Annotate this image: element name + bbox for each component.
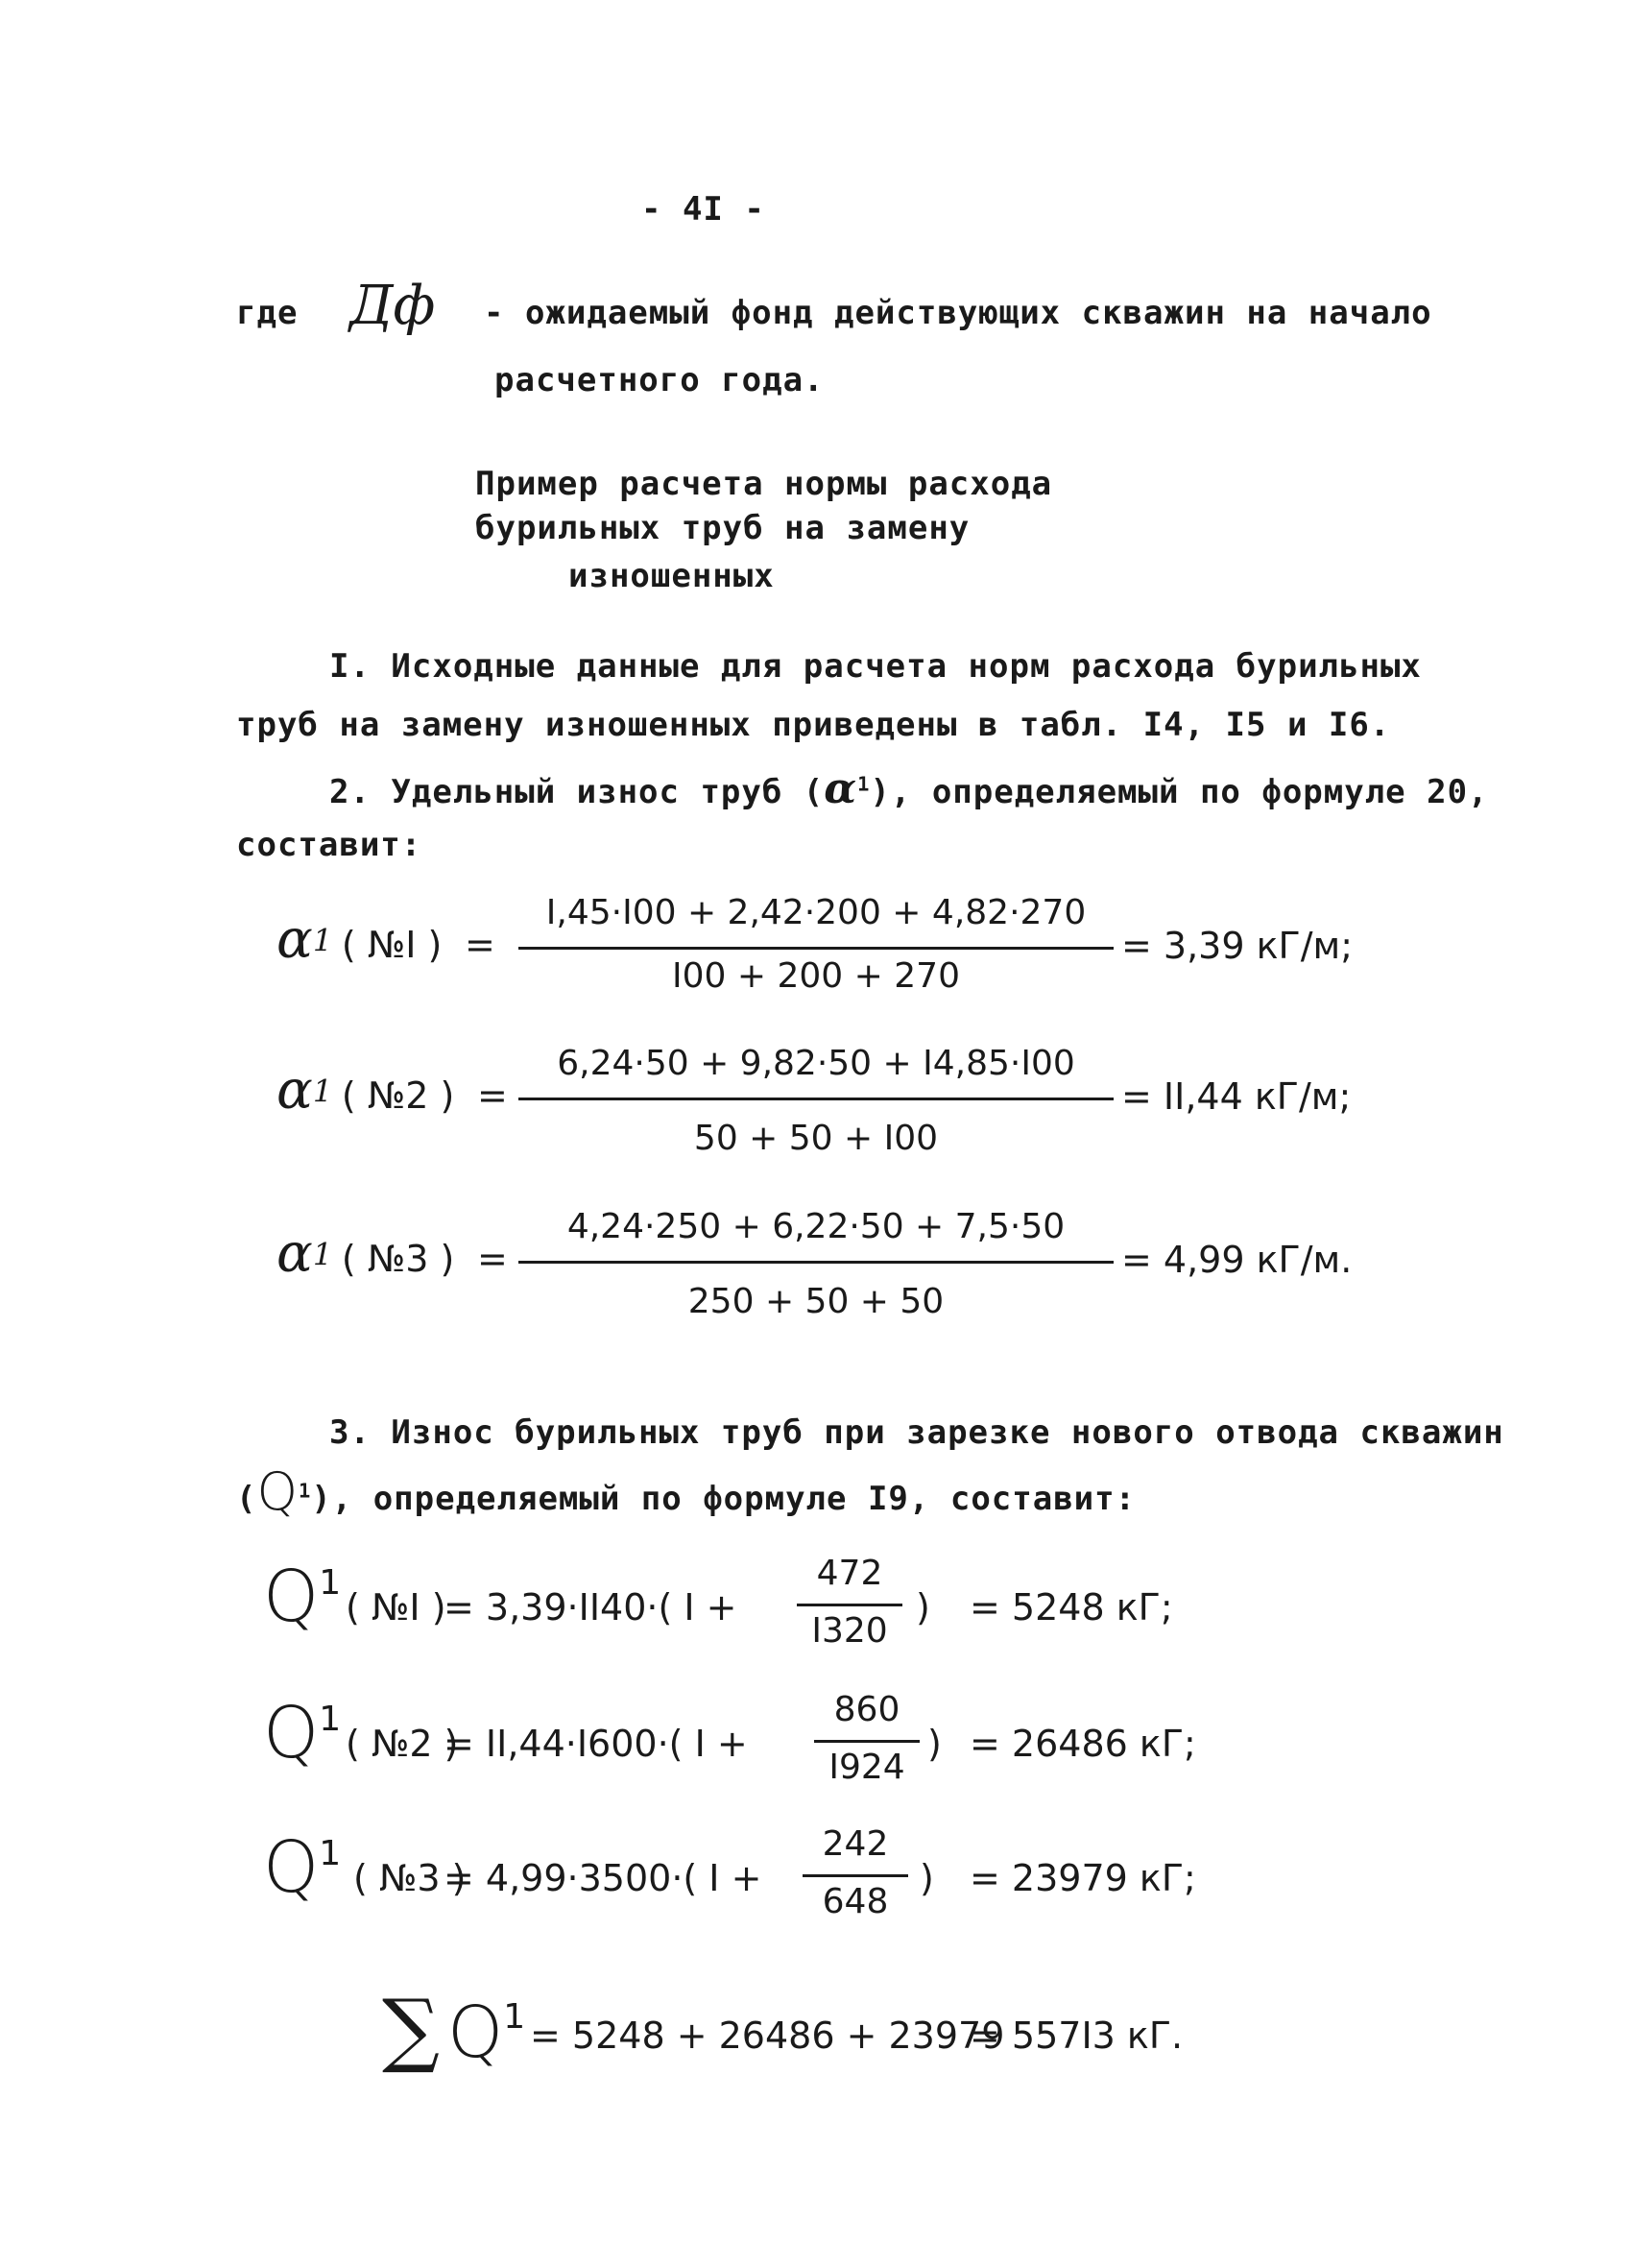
fraction-bar — [518, 947, 1114, 950]
q-sup: 1 — [319, 1834, 342, 1873]
page-number: - 4I - — [641, 190, 765, 229]
fraction-denominator: I00 + 200 + 270 — [672, 956, 960, 996]
heading-line1: Пример расчета нормы расхода — [475, 465, 1053, 503]
where-symbol: Дф — [349, 275, 436, 337]
fraction-bar — [518, 1098, 1114, 1100]
fraction-denominator: 250 + 50 + 50 — [687, 1282, 945, 1321]
para2-text-a: 2. Удельный износ труб ( — [329, 773, 825, 811]
alpha-sup: 1 — [312, 1236, 333, 1273]
para3-open-paren: ( — [236, 1480, 257, 1518]
fraction-bar — [814, 1740, 920, 1743]
fraction-denominator: I924 — [828, 1748, 905, 1787]
alpha-arg: ( №2 ) — [341, 1074, 455, 1117]
q-lhs-3: = 4,99·3500·( I + — [444, 1857, 762, 1899]
alpha-fraction-3 — [518, 1205, 1114, 1320]
alpha-formula-2-lhs — [276, 1059, 508, 1122]
q-lhs-2: = II,44·I600·( I + — [444, 1723, 748, 1765]
q-result-3: = 23979 кГ; — [970, 1857, 1196, 1899]
alpha-formula-1-lhs — [276, 908, 495, 971]
q-result-1: = 5248 кГ; — [970, 1586, 1173, 1629]
alpha-result-1: = 3,39 кГ/м; — [1121, 925, 1354, 967]
q-arg-3: ( №3 ) — [353, 1857, 467, 1899]
sum-formula — [382, 1982, 525, 2076]
q-close-3: ) — [920, 1857, 934, 1899]
q-formula-1-lhs — [263, 1556, 341, 1638]
para3-line2 — [236, 1461, 1136, 1522]
alpha-arg: ( №I ) — [341, 924, 443, 966]
alpha-result-2: = II,44 кГ/м; — [1121, 1075, 1352, 1118]
para3-text-b: ), определяемый по формуле I9, составит: — [311, 1480, 1137, 1518]
fraction-numerator: 860 — [833, 1690, 900, 1729]
fraction-numerator: 4,24·250 + 6,22·50 + 7,5·50 — [566, 1207, 1066, 1246]
alpha-eq: = — [476, 1074, 508, 1117]
alpha-sup: 1 — [312, 1073, 333, 1110]
para2-text-b: ), определяемый по формуле 20, — [870, 773, 1489, 811]
fraction-denominator: I320 — [811, 1611, 888, 1651]
fraction-bar — [518, 1261, 1114, 1264]
heading-line3: изношенных — [568, 557, 775, 595]
para1-line1: I. Исходные данные для расчета норм расхода бурильных — [329, 647, 1422, 686]
q-sup: 1 — [503, 1997, 526, 2037]
alpha-eq: = — [465, 924, 495, 966]
q-arg-2: ( №2 ) — [346, 1723, 459, 1765]
alpha-sup: 1 — [312, 922, 333, 959]
fraction-numerator: 472 — [816, 1554, 883, 1593]
heading-line2: бурильных труб на замену — [475, 509, 971, 547]
alpha-symbol-inline: α — [824, 764, 858, 813]
q-sup: 1 — [319, 1700, 342, 1739]
para1-line2: труб на замену изношенных приведены в табл. I4, I5 и I6. — [236, 706, 1391, 744]
q-fraction-2 — [814, 1690, 920, 1796]
alpha-fraction-1 — [518, 891, 1114, 1006]
q-symbol: Q — [263, 1826, 320, 1909]
alpha-result-3: = 4,99 кГ/м. — [1121, 1239, 1353, 1281]
alpha-symbol: α — [276, 908, 313, 971]
sum-expression: = 5248 + 26486 + 23979 — [530, 2015, 1005, 2057]
alpha-fraction-2 — [518, 1042, 1114, 1157]
q-close-2: ) — [927, 1723, 942, 1765]
q-close-1: ) — [916, 1586, 930, 1629]
fraction-denominator: 50 + 50 + I00 — [693, 1119, 939, 1158]
q-fraction-3 — [803, 1824, 908, 1930]
q-symbol: Q — [263, 1692, 320, 1774]
q-symbol: Q — [263, 1556, 320, 1638]
para3-line1: 3. Износ бурильных труб при зарезке нового отвода скважин — [329, 1413, 1504, 1452]
where-line2: расчетного года. — [494, 361, 825, 399]
q-sup-inline: 1 — [299, 1479, 312, 1503]
sigma-symbol: ∑ — [382, 1982, 440, 2076]
q-symbol-inline: Q — [256, 1461, 299, 1522]
q-fraction-1 — [797, 1554, 902, 1659]
q-lhs-1: = 3,39·II40·( I + — [444, 1586, 737, 1629]
q-result-2: = 26486 кГ; — [970, 1723, 1196, 1765]
fraction-denominator: 648 — [822, 1882, 889, 1921]
alpha-symbol: α — [276, 1059, 313, 1122]
sum-result: = 557I3 кГ. — [970, 2015, 1184, 2057]
fraction-numerator: I,45·I00 + 2,42·200 + 4,82·270 — [545, 893, 1087, 932]
q-formula-2-lhs — [263, 1692, 341, 1774]
alpha-eq: = — [476, 1238, 508, 1280]
alpha-sup-inline: 1 — [857, 772, 871, 796]
q-sup: 1 — [319, 1563, 342, 1603]
fraction-bar — [797, 1604, 902, 1606]
fraction-numerator: 6,24·50 + 9,82·50 + I4,85·I00 — [557, 1044, 1075, 1083]
fraction-bar — [803, 1874, 908, 1877]
q-arg-1: ( №I ) — [346, 1586, 446, 1629]
para2-line1 — [329, 764, 1489, 813]
q-formula-3-lhs — [263, 1826, 341, 1909]
alpha-formula-3-lhs — [276, 1222, 508, 1285]
para2-line2: составит: — [236, 826, 422, 864]
where-lead: где — [236, 294, 299, 332]
where-line1: - ожидаемый фонд действующих скважин на начало — [484, 294, 1432, 332]
alpha-arg: ( №3 ) — [341, 1238, 455, 1280]
q-symbol: Q — [446, 1991, 504, 2074]
fraction-numerator: 242 — [822, 1824, 889, 1864]
alpha-symbol: α — [276, 1222, 313, 1285]
